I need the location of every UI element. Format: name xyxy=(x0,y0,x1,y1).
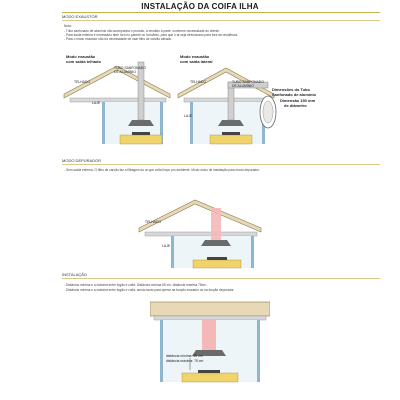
callout-text: Dimensão 150 mm xyxy=(280,98,316,103)
section-divider xyxy=(62,20,380,21)
label-pipe: TUBO SANFONADO xyxy=(232,80,264,84)
label-roof: TELHADO xyxy=(74,80,91,84)
callout-text: de diâmetro xyxy=(284,103,307,108)
diagram-title: Modo exaustão xyxy=(180,54,210,59)
recirculation-diagram xyxy=(135,188,265,270)
label-roof: TELHADO xyxy=(190,80,207,84)
section-divider xyxy=(62,278,380,279)
diagram-title: com saída lateral xyxy=(180,59,213,64)
note-line: - Distância mínima e a máxima entre fogão e coifa. Distância mínima 65 cm, distância máxima 75cm. xyxy=(64,283,207,287)
pipe-section-icon xyxy=(258,92,282,132)
diagram-title: com saída telhado xyxy=(66,59,101,64)
page-title: INSTALAÇÃO DA COIFA ILHA xyxy=(141,2,259,11)
section-heading-exhaust: MODO EXAUSTOR xyxy=(62,14,98,19)
title-divider xyxy=(62,12,380,13)
section-heading-recirculation: MODO DEPURADOR xyxy=(62,158,102,163)
diagram-title: Modo exaustão xyxy=(66,54,96,59)
label-pipe: DE ALUMÍNIO xyxy=(114,70,136,74)
label-slab: LAJE xyxy=(92,101,101,105)
label-pipe: DE ALUMÍNIO xyxy=(232,84,254,88)
callout-text: Dimensões do Tubo xyxy=(272,87,310,92)
note-line: - Tubo sanfonado de alumínio não acompanha o produto, à vendido à parte, conforme necessidade do cliente. xyxy=(64,29,220,33)
note-line: - Distância mínima e a máxima entre fogão e coifa, sendo tanto para operar na função exaustor ou na função depurador. xyxy=(64,288,235,292)
label-slab: LAJE xyxy=(184,114,193,118)
callout-text: Sanfonado de alumínio xyxy=(272,92,317,97)
note-line: - Para o modo exaustor não há necessidade de usar filtro de carvão ativado. xyxy=(64,37,173,41)
label-max-distance: distância máxima: 75 cm xyxy=(166,359,204,363)
label-pipe: TUBO SANFONADO xyxy=(114,66,146,70)
section-divider xyxy=(62,164,380,165)
label-min-distance: distância mínima: 65 cm xyxy=(166,354,203,358)
note-line: - Para saída externa é necessário abrir furo no parede ou forro/teto, para que o ar seja direcionado para fora da residência. xyxy=(64,33,239,37)
label-slab: LAJE xyxy=(162,244,171,248)
notes-label: Nota: xyxy=(64,24,72,28)
section-heading-installation: INSTALAÇÃO xyxy=(62,272,88,277)
note-line: - Sem saída externa. O filtro de carvão faz a filtragem do ar que volta limpo pro ambiente. Modo único de instalação para modo depurador. xyxy=(64,168,260,172)
installation-distance-diagram xyxy=(150,298,270,386)
label-roof: TELHADO xyxy=(145,220,162,224)
